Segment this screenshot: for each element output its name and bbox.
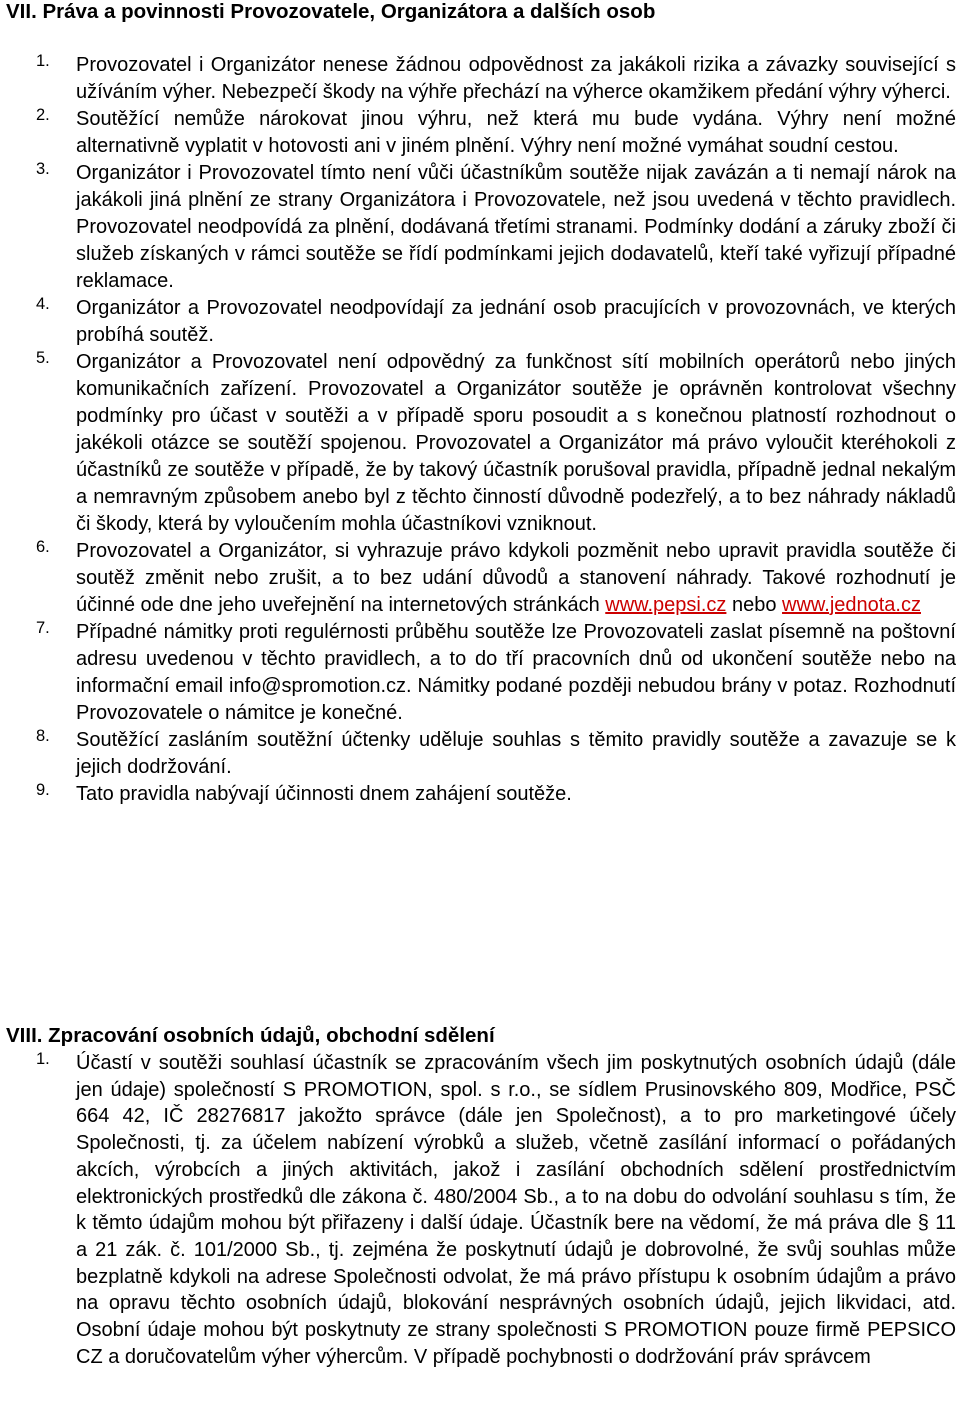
- list-item: [6, 781, 956, 808]
- list-item: [6, 106, 956, 160]
- jednota-link[interactable]: www.jednota.cz: [782, 594, 921, 616]
- item-number: 3.: [36, 160, 50, 178]
- item-number: 8.: [36, 727, 50, 745]
- item-number: 4.: [36, 295, 50, 313]
- item-text: Provozovatel a Organizátor, si vyhrazuje právo kdykoli pozměnit nebo upravit pravidla soutěže či soutěž změnit nebo zrušit, a to bez udání důvodů a stanovení náhrady. Takové rozhodnutí je účinné ode dne jeho uveřejnění na internetových stránkách: [76, 540, 956, 616]
- list-item: [6, 52, 956, 106]
- item-text: Organizátor i Provozovatel tímto není vůči účastníkům soutěže nijak zavázán a ti nemají nárok na jakákoli jiná plnění ze strany Organizátora i Provozovatele, než jsou uvedená v těchto pravidlech. Provozovatel neodpovídá za plnění, dodávaná třetími stranami. Podmínky dodání a záruky zboží či služeb získaných v rámci soutěže se řídí podmínkami jejich dodavatelů, kteří také vyřizují případné reklamace.: [76, 162, 956, 292]
- section-7-list: [6, 52, 956, 808]
- item-text: Provozovatel i Organizátor nenese žádnou odpovědnost za jakákoli rizika a závazky související s užíváním výher. Nebezpečí škody na výhře přechází na výherce okamžikem předání výhry výherci.: [76, 54, 956, 103]
- item-text-with-links: [76, 538, 956, 619]
- item-number: 6.: [36, 538, 50, 556]
- item-number: 7.: [36, 619, 50, 637]
- list-item: [6, 538, 956, 619]
- list-item: [6, 1050, 956, 1370]
- list-item: [6, 160, 956, 295]
- item-text: Organizátor a Provozovatel neodpovídají za jednání osob pracujících v provozovnách, ve kterých probíhá soutěž.: [76, 297, 956, 346]
- section-8-list: [6, 1050, 956, 1370]
- list-item: [6, 619, 956, 727]
- item-text: Případné námitky proti regulérnosti průběhu soutěže lze Provozovateli zaslat písemně na poštovní adresu uvedenou v těchto pravidlech, a to do tří pracovních dnů od ukončení soutěže nebo na informační email info@spromotion.cz. Námitky podané později nebudou brány v potaz. Rozhodnutí Provozovatele o námitce je konečné.: [76, 621, 956, 724]
- link-separator: nebo: [726, 594, 783, 616]
- item-number: 1.: [36, 1050, 50, 1068]
- list-item: [6, 349, 956, 538]
- item-text: Soutěžící zasláním soutěžní účtenky uděluje souhlas s těmito pravidly soutěže a zavazuje se k jejich dodržování.: [76, 729, 956, 778]
- item-number: 2.: [36, 106, 50, 124]
- item-number: 1.: [36, 52, 50, 70]
- section-8-title: VIII. Zpracování osobních údajů, obchodní sdělení: [6, 1024, 495, 1047]
- item-text: Soutěžící nemůže nárokovat jinou výhru, než která mu bude vydána. Výhry není možné alternativně vyplatit v hotovosti ani v jiném plnění. Výhry není možné vymáhat soudní cestou.: [76, 108, 956, 157]
- item-number: 5.: [36, 349, 50, 367]
- item-text: Účastí v soutěži souhlasí účastník se zpracováním všech jim poskytnutých osobních údajů (dále jen údaje) společností S PROMOTION, spol. s r.o., se sídlem Prusinovského 809, Modřice, PSČ 664 42, IČ 28276817 jakožto správce (dále jen Společnost), a to pro marketingové účely Společnosti, tj. za účelem nabízení výrobků a služeb, včetně zasílání informací o pořádaných akcích, výrobcích a jiných aktivitách, jakož i zasílání obchodních sdělení prostřednictvím elektronických prostředků dle zákona č. 480/2004 Sb., a to na dobu do odvolání souhlasu s tím, že k těmto údajům mohou být přiřazeny i další údaje. Účastník bere na vědomí, že má práva dle § 11 a 21 zák. č. 101/2000 Sb., tj. zejména že poskytnutí údajů je dobrovolné, že svůj souhlas může bezplatně kdykoli na adrese Společnosti odvolat, že má právo přístupu k osobním údajům a právo na opravu těchto osobních údajů, blokování nesprávných osobních údajů, jejich likvidaci, atd. Osobní údaje mohou být poskytnuty ze strany společnosti S PROMOTION pouze firmě PEPSICO CZ a doručovatelům výher výhercům. V případě pochybnosti o dodržování práv správcem: [76, 1052, 956, 1368]
- list-item: [6, 295, 956, 349]
- section-7-title: VII. Práva a povinnosti Provozovatele, Organizátora a dalších osob: [6, 0, 656, 23]
- list-item: [6, 727, 956, 781]
- item-number: 9.: [36, 781, 50, 799]
- item-text: Organizátor a Provozovatel není odpovědný za funkčnost sítí mobilních operátorů nebo jiných komunikačních zařízení. Provozovatel a Organizátor soutěže je oprávněn kontrolovat všechny podmínky pro účast v soutěži a v případě sporu posoudit a s konečnou platností rozhodnout o jakékoli otázce se soutěží spojenou. Provozovatel a Organizátor má právo vyloučit kteréhokoli z účastníků ze soutěže v případě, že by takový účastník porušoval pravidla, případně jednal nekalým a nemravným způsobem anebo byl z těchto činností důvodně podezřelý, a to bez náhrady nákladů či škody, která by vyloučením mohla účastníkovi vzniknout.: [76, 351, 956, 535]
- item-text: Tato pravidla nabývají účinnosti dnem zahájení soutěže.: [76, 783, 572, 805]
- pepsi-link[interactable]: www.pepsi.cz: [605, 594, 727, 616]
